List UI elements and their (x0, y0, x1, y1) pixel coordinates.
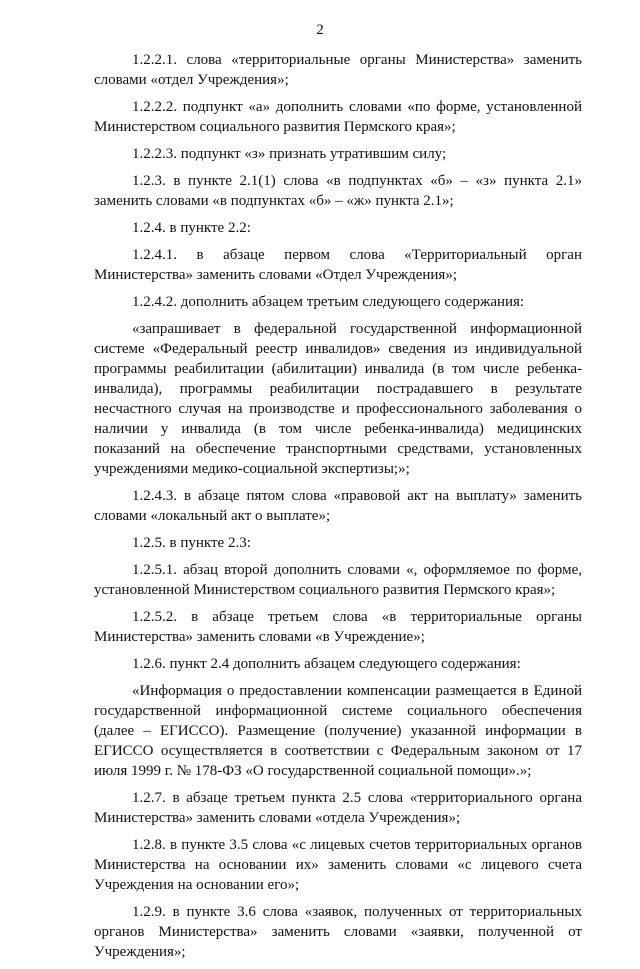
amendment-1-2-8: 1.2.8. в пункте 3.5 слова «с лицевых счетов территориальных органов Министерства на основании их» заменить словами «с лицевого счета Учреждения на основании его»; (94, 837, 582, 893)
quoted-paragraph-registry: «запрашивает в федеральной государственной информационной системе «Федеральный реестр инвалидов» сведения из индивидуальной программы реабилитации (абилитации) инвалида (в том числе ребенка-инвалида), программы реабилитации пострадавшего в результате несчастного случая на производстве и профессионального заболевания о наличии у инвалида (в том числе ребенка-инвалида) медицинских показаний на обеспечение транспортными средствами, установленных учреждениями медико-социальной экспертизы;»; (94, 321, 582, 477)
amendment-1-2-5-1: 1.2.5.1. абзац второй дополнить словами «, оформляемое по форме, установленной Министерством социального развития Пермского края»; (94, 562, 582, 598)
amendment-1-2-2-1: 1.2.2.1. слова «территориальные органы Министерства» заменить словами «отдел Учреждения»; (94, 52, 582, 88)
amendment-1-2-6: 1.2.6. пункт 2.4 дополнить абзацем следующего содержания: (132, 656, 521, 672)
amendment-1-2-5-2: 1.2.5.2. в абзаце третьем слова «в территориальные органы Министерства» заменить словами «в Учреждение»; (94, 609, 582, 645)
amendment-1-2-9: 1.2.9. в пункте 3.6 слова «заявок, полученных от территориальных органов Министерства» заменить словами «заявки, полученной от Учреждения»; (94, 904, 582, 960)
amendment-1-2-4: 1.2.4. в пункте 2.2: (132, 220, 251, 236)
quoted-paragraph-egisso: «Информация о предоставлении компенсации размещается в Единой государственной информационной системе социального обеспечения (далее – ЕГИССО). Размещение (получение) указанной информации в ЕГИССО осуществляется в соответствии с Федеральным законом от 17 июля 1999 г. № 178-ФЗ «О государственной социальной помощи».»; (94, 683, 582, 779)
amendment-1-2-3: 1.2.3. в пункте 2.1(1) слова «в подпунктах «б» – «з» пункта 2.1» заменить словами «в подпунктах «б» – «ж» пункта 2.1»; (94, 173, 582, 209)
amendment-1-2-4-1: 1.2.4.1. в абзаце первом слова «Территориальный орган Министерства» заменить словами «Отдел Учреждения»; (94, 247, 582, 283)
amendment-1-2-5: 1.2.5. в пункте 2.3: (132, 535, 251, 551)
amendment-1-2-7: 1.2.7. в абзаце третьем пункта 2.5 слова «территориального органа Министерства» заменить словами «отдела Учреждения»; (94, 790, 582, 826)
page-number: 2 (316, 22, 324, 38)
document-body (94, 50, 582, 969)
amendment-1-2-4-2: 1.2.4.2. дополнить абзацем третьим следующего содержания: (132, 294, 525, 310)
amendment-1-2-2-2: 1.2.2.2. подпункт «а» дополнить словами «по форме, установленной Министерством социального развития Пермского края»; (94, 99, 582, 135)
amendment-1-2-2-3: 1.2.2.3. подпункт «з» признать утратившим силу; (132, 146, 447, 162)
amendment-1-2-4-3: 1.2.4.3. в абзаце пятом слова «правовой акт на выплату» заменить словами «локальный акт о выплате»; (94, 488, 582, 524)
